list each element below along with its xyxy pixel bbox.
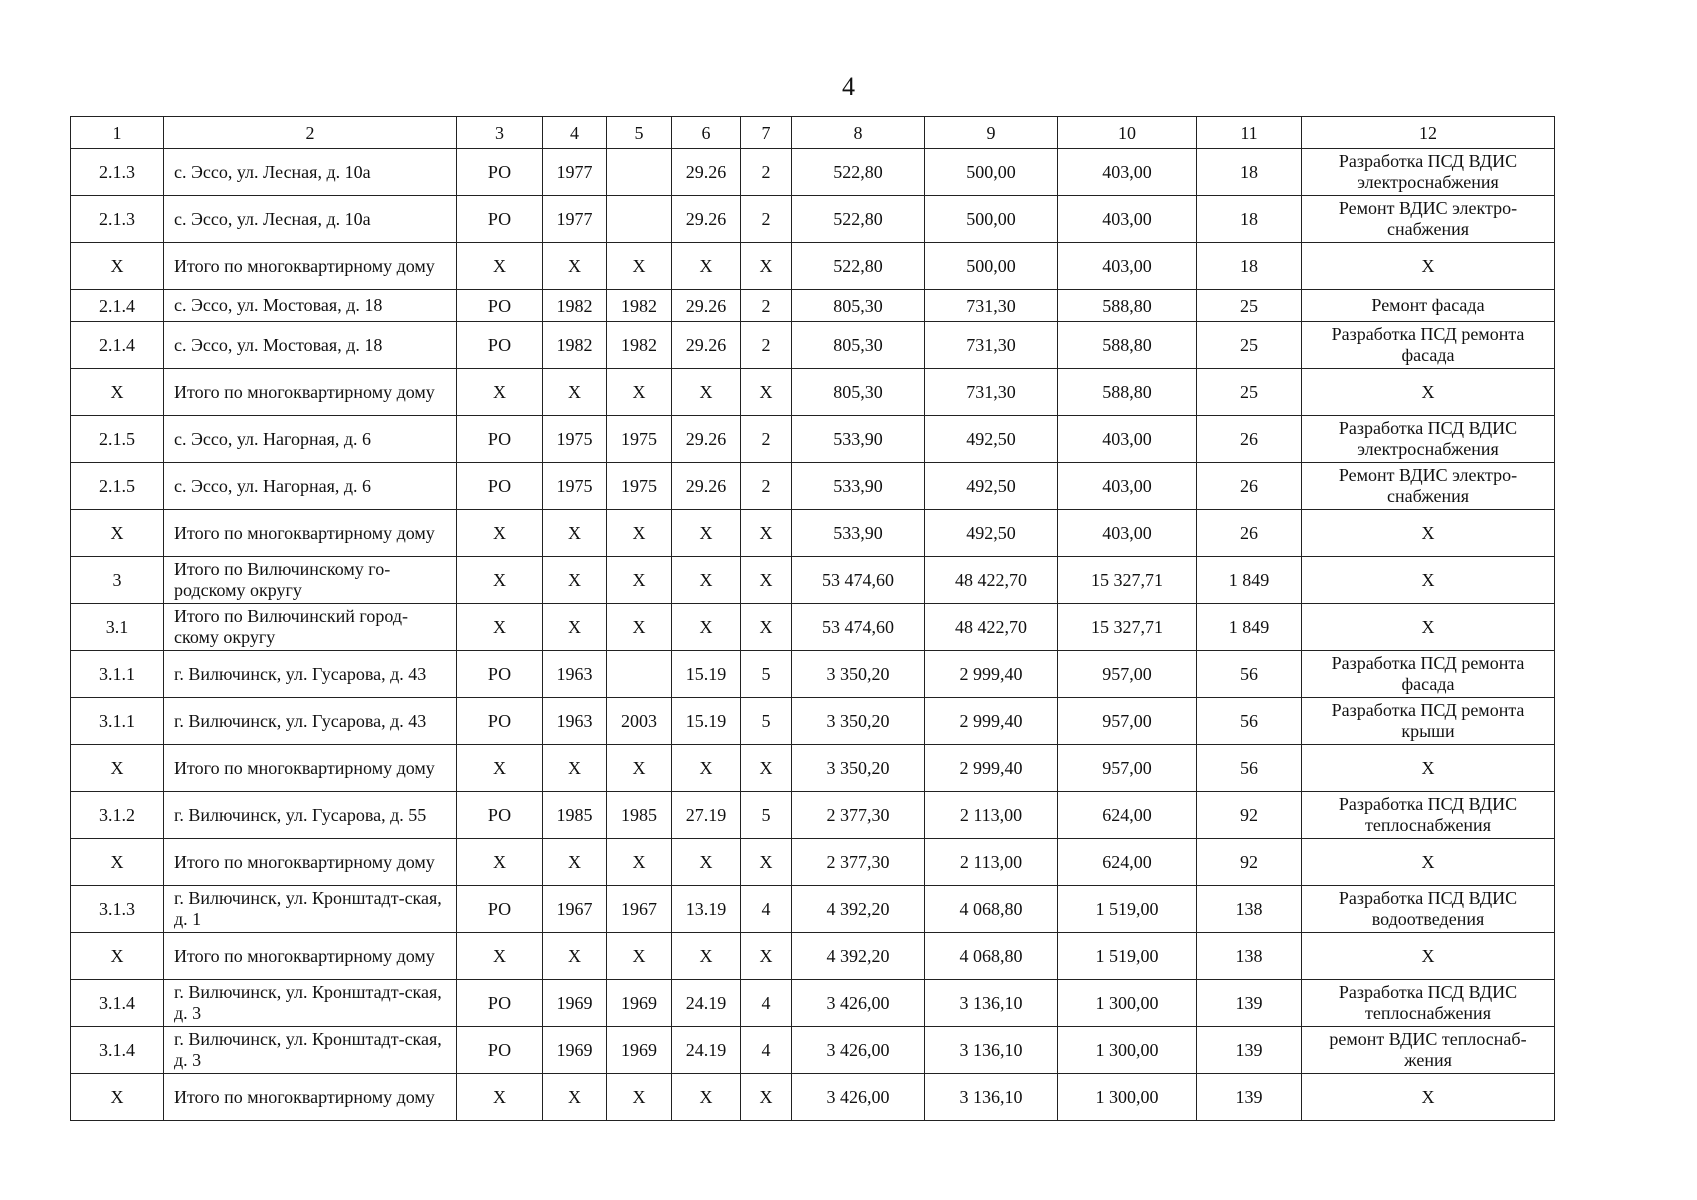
owner-type-cell: РО: [457, 980, 543, 1027]
living-area-cell: 731,30: [925, 290, 1058, 322]
wall-type-cell: 29.26: [672, 290, 741, 322]
nonliving-area-cell: 15 327,71: [1058, 604, 1197, 651]
wall-type-cell: Х: [672, 745, 741, 792]
work-type-cell: Х: [1302, 1074, 1555, 1121]
table-row: [71, 792, 1555, 839]
address-cell: Итого по многоквартирному дому: [164, 510, 457, 557]
work-type-cell: Разработка ПСД ремонта фасада: [1302, 651, 1555, 698]
residents-cell: 138: [1197, 933, 1302, 980]
work-type-cell: ремонт ВДИС теплоснаб-жения: [1302, 1027, 1555, 1074]
wall-type-cell: Х: [672, 369, 741, 416]
work-type-cell: Ремонт ВДИС электро-снабжения: [1302, 463, 1555, 510]
floors-cell: 5: [741, 651, 792, 698]
column-header: 5: [607, 117, 672, 149]
nonliving-area-cell: 403,00: [1058, 243, 1197, 290]
living-area-cell: 731,30: [925, 369, 1058, 416]
table-row: [71, 416, 1555, 463]
floors-cell: 2: [741, 463, 792, 510]
row-number-cell: 3.1.3: [71, 886, 164, 933]
work-type-cell: Х: [1302, 604, 1555, 651]
floors-cell: Х: [741, 1074, 792, 1121]
table-row: [71, 651, 1555, 698]
living-area-cell: 4 068,80: [925, 886, 1058, 933]
total-area-cell: 4 392,20: [792, 933, 925, 980]
living-area-cell: 2 999,40: [925, 698, 1058, 745]
living-area-cell: 500,00: [925, 196, 1058, 243]
owner-type-cell: РО: [457, 1027, 543, 1074]
work-type-cell: Х: [1302, 510, 1555, 557]
total-area-cell: 53 474,60: [792, 557, 925, 604]
row-number-cell: 3.1.1: [71, 651, 164, 698]
build-year-cell: Х: [543, 839, 607, 886]
floors-cell: Х: [741, 243, 792, 290]
build-year-cell: 1982: [543, 322, 607, 369]
table-row: [71, 369, 1555, 416]
repair-year-cell: 1975: [607, 463, 672, 510]
work-type-cell: Х: [1302, 243, 1555, 290]
living-area-cell: 500,00: [925, 243, 1058, 290]
table-row: [71, 886, 1555, 933]
floors-cell: Х: [741, 745, 792, 792]
address-cell: Итого по многоквартирному дому: [164, 933, 457, 980]
total-area-cell: 3 350,20: [792, 698, 925, 745]
owner-type-cell: Х: [457, 369, 543, 416]
build-year-cell: Х: [543, 604, 607, 651]
nonliving-area-cell: 403,00: [1058, 149, 1197, 196]
repair-year-cell: 1982: [607, 290, 672, 322]
row-number-cell: 3.1.2: [71, 792, 164, 839]
wall-type-cell: 27.19: [672, 792, 741, 839]
floors-cell: Х: [741, 839, 792, 886]
owner-type-cell: РО: [457, 290, 543, 322]
residents-cell: 56: [1197, 651, 1302, 698]
residents-cell: 25: [1197, 290, 1302, 322]
repair-year-cell: Х: [607, 1074, 672, 1121]
living-area-cell: 492,50: [925, 510, 1058, 557]
repair-year-cell: 1975: [607, 416, 672, 463]
total-area-cell: 2 377,30: [792, 792, 925, 839]
total-area-cell: 522,80: [792, 196, 925, 243]
living-area-cell: 500,00: [925, 149, 1058, 196]
owner-type-cell: РО: [457, 698, 543, 745]
table-row: [71, 933, 1555, 980]
nonliving-area-cell: 957,00: [1058, 698, 1197, 745]
total-area-cell: 805,30: [792, 290, 925, 322]
floors-cell: 4: [741, 980, 792, 1027]
residents-cell: 18: [1197, 196, 1302, 243]
owner-type-cell: РО: [457, 149, 543, 196]
row-number-cell: 3: [71, 557, 164, 604]
column-header: 10: [1058, 117, 1197, 149]
floors-cell: Х: [741, 933, 792, 980]
residents-cell: 92: [1197, 839, 1302, 886]
owner-type-cell: РО: [457, 322, 543, 369]
owner-type-cell: Х: [457, 604, 543, 651]
owner-type-cell: Х: [457, 933, 543, 980]
nonliving-area-cell: 1 300,00: [1058, 1074, 1197, 1121]
table-row: [71, 510, 1555, 557]
column-header: 9: [925, 117, 1058, 149]
nonliving-area-cell: 588,80: [1058, 322, 1197, 369]
address-cell: Итого по многоквартирному дому: [164, 745, 457, 792]
address-cell: г. Вилючинск, ул. Кронштадт-ская, д. 1: [164, 886, 457, 933]
floors-cell: 5: [741, 698, 792, 745]
column-header: 12: [1302, 117, 1555, 149]
residents-cell: 139: [1197, 980, 1302, 1027]
column-header: 7: [741, 117, 792, 149]
residents-cell: 18: [1197, 149, 1302, 196]
floors-cell: Х: [741, 510, 792, 557]
wall-type-cell: 24.19: [672, 980, 741, 1027]
floors-cell: 2: [741, 322, 792, 369]
repair-year-cell: [607, 651, 672, 698]
address-cell: с. Эссо, ул. Лесная, д. 10а: [164, 149, 457, 196]
row-number-cell: 3.1: [71, 604, 164, 651]
owner-type-cell: Х: [457, 1074, 543, 1121]
repair-year-cell: 1969: [607, 980, 672, 1027]
residents-cell: 26: [1197, 463, 1302, 510]
work-type-cell: Разработка ПСД ВДИС электроснабжения: [1302, 416, 1555, 463]
address-cell: с. Эссо, ул. Мостовая, д. 18: [164, 322, 457, 369]
build-year-cell: Х: [543, 243, 607, 290]
floors-cell: 2: [741, 416, 792, 463]
nonliving-area-cell: 403,00: [1058, 463, 1197, 510]
floors-cell: 2: [741, 149, 792, 196]
build-year-cell: Х: [543, 510, 607, 557]
table-row: [71, 557, 1555, 604]
owner-type-cell: РО: [457, 792, 543, 839]
build-year-cell: Х: [543, 1074, 607, 1121]
table-row: [71, 839, 1555, 886]
work-type-cell: Разработка ПСД ремонта фасада: [1302, 322, 1555, 369]
owner-type-cell: Х: [457, 243, 543, 290]
page-number: 4: [842, 72, 855, 101]
living-area-cell: 731,30: [925, 322, 1058, 369]
wall-type-cell: Х: [672, 557, 741, 604]
work-type-cell: Ремонт фасада: [1302, 290, 1555, 322]
total-area-cell: 3 426,00: [792, 980, 925, 1027]
build-year-cell: 1975: [543, 416, 607, 463]
repair-year-cell: 1985: [607, 792, 672, 839]
address-cell: г. Вилючинск, ул. Кронштадт-ская, д. 3: [164, 1027, 457, 1074]
table-row: [71, 290, 1555, 322]
row-number-cell: 2.1.3: [71, 149, 164, 196]
row-number-cell: Х: [71, 243, 164, 290]
nonliving-area-cell: 588,80: [1058, 290, 1197, 322]
nonliving-area-cell: 588,80: [1058, 369, 1197, 416]
row-number-cell: 2.1.4: [71, 322, 164, 369]
owner-type-cell: РО: [457, 416, 543, 463]
floors-cell: 2: [741, 196, 792, 243]
work-type-cell: Х: [1302, 369, 1555, 416]
repair-year-cell: Х: [607, 243, 672, 290]
residents-cell: 138: [1197, 886, 1302, 933]
living-area-cell: 3 136,10: [925, 1027, 1058, 1074]
table-row: [71, 698, 1555, 745]
address-cell: с. Эссо, ул. Нагорная, д. 6: [164, 463, 457, 510]
wall-type-cell: Х: [672, 1074, 741, 1121]
wall-type-cell: 29.26: [672, 463, 741, 510]
floors-cell: Х: [741, 604, 792, 651]
nonliving-area-cell: 624,00: [1058, 839, 1197, 886]
nonliving-area-cell: 15 327,71: [1058, 557, 1197, 604]
total-area-cell: 522,80: [792, 149, 925, 196]
total-area-cell: 533,90: [792, 416, 925, 463]
column-header: 3: [457, 117, 543, 149]
repair-year-cell: 1982: [607, 322, 672, 369]
wall-type-cell: 29.26: [672, 416, 741, 463]
build-year-cell: Х: [543, 369, 607, 416]
wall-type-cell: Х: [672, 933, 741, 980]
table-row: [71, 745, 1555, 792]
repair-year-cell: 1969: [607, 1027, 672, 1074]
wall-type-cell: Х: [672, 604, 741, 651]
floors-cell: Х: [741, 557, 792, 604]
table-row: [71, 1074, 1555, 1121]
residents-cell: 1 849: [1197, 557, 1302, 604]
wall-type-cell: 29.26: [672, 322, 741, 369]
owner-type-cell: РО: [457, 651, 543, 698]
build-year-cell: 1969: [543, 1027, 607, 1074]
owner-type-cell: РО: [457, 463, 543, 510]
address-cell: с. Эссо, ул. Лесная, д. 10а: [164, 196, 457, 243]
living-area-cell: 492,50: [925, 463, 1058, 510]
total-area-cell: 3 426,00: [792, 1074, 925, 1121]
total-area-cell: 522,80: [792, 243, 925, 290]
repair-year-cell: Х: [607, 369, 672, 416]
repair-year-cell: Х: [607, 745, 672, 792]
build-year-cell: Х: [543, 745, 607, 792]
work-type-cell: Ремонт ВДИС электро-снабжения: [1302, 196, 1555, 243]
address-cell: Итого по многоквартирному дому: [164, 243, 457, 290]
owner-type-cell: РО: [457, 196, 543, 243]
nonliving-area-cell: 1 300,00: [1058, 1027, 1197, 1074]
living-area-cell: 3 136,10: [925, 1074, 1058, 1121]
row-number-cell: 2.1.5: [71, 463, 164, 510]
table-row: [71, 243, 1555, 290]
nonliving-area-cell: 1 300,00: [1058, 980, 1197, 1027]
row-number-cell: 2.1.4: [71, 290, 164, 322]
residents-cell: 56: [1197, 698, 1302, 745]
total-area-cell: 4 392,20: [792, 886, 925, 933]
repair-year-cell: Х: [607, 933, 672, 980]
residents-cell: 26: [1197, 416, 1302, 463]
work-type-cell: Разработка ПСД ремонта крыши: [1302, 698, 1555, 745]
address-cell: с. Эссо, ул. Мостовая, д. 18: [164, 290, 457, 322]
build-year-cell: 1963: [543, 651, 607, 698]
build-year-cell: 1977: [543, 149, 607, 196]
living-area-cell: 48 422,70: [925, 557, 1058, 604]
total-area-cell: 805,30: [792, 322, 925, 369]
nonliving-area-cell: 403,00: [1058, 196, 1197, 243]
total-area-cell: 805,30: [792, 369, 925, 416]
wall-type-cell: 15.19: [672, 651, 741, 698]
residents-cell: 139: [1197, 1027, 1302, 1074]
address-cell: Итого по многоквартирному дому: [164, 839, 457, 886]
residents-cell: 56: [1197, 745, 1302, 792]
work-type-cell: Разработка ПСД ВДИС теплоснабжения: [1302, 792, 1555, 839]
repair-year-cell: Х: [607, 510, 672, 557]
living-area-cell: 4 068,80: [925, 933, 1058, 980]
wall-type-cell: Х: [672, 510, 741, 557]
floors-cell: 4: [741, 886, 792, 933]
living-area-cell: 2 113,00: [925, 792, 1058, 839]
residents-cell: 25: [1197, 369, 1302, 416]
work-type-cell: Разработка ПСД ВДИС электроснабжения: [1302, 149, 1555, 196]
wall-type-cell: 24.19: [672, 1027, 741, 1074]
row-number-cell: Х: [71, 369, 164, 416]
build-year-cell: Х: [543, 557, 607, 604]
address-cell: Итого по Вилючинскому го-родскому округу: [164, 557, 457, 604]
owner-type-cell: Х: [457, 557, 543, 604]
build-year-cell: 1977: [543, 196, 607, 243]
build-year-cell: 1969: [543, 980, 607, 1027]
work-type-cell: Х: [1302, 839, 1555, 886]
nonliving-area-cell: 957,00: [1058, 745, 1197, 792]
address-cell: Итого по многоквартирному дому: [164, 369, 457, 416]
table-row: [71, 1027, 1555, 1074]
owner-type-cell: РО: [457, 886, 543, 933]
repair-year-cell: Х: [607, 839, 672, 886]
nonliving-area-cell: 403,00: [1058, 510, 1197, 557]
floors-cell: 4: [741, 1027, 792, 1074]
repair-year-cell: [607, 149, 672, 196]
living-area-cell: 2 999,40: [925, 651, 1058, 698]
table-row: [71, 463, 1555, 510]
column-header: 6: [672, 117, 741, 149]
owner-type-cell: Х: [457, 745, 543, 792]
living-area-cell: 2 113,00: [925, 839, 1058, 886]
row-number-cell: 3.1.4: [71, 1027, 164, 1074]
address-cell: г. Вилючинск, ул. Гусарова, д. 43: [164, 698, 457, 745]
build-year-cell: 1967: [543, 886, 607, 933]
row-number-cell: 2.1.3: [71, 196, 164, 243]
column-number-row: [71, 117, 1555, 149]
table-body: [71, 117, 1555, 1121]
living-area-cell: 48 422,70: [925, 604, 1058, 651]
living-area-cell: 2 999,40: [925, 745, 1058, 792]
column-header: 4: [543, 117, 607, 149]
nonliving-area-cell: 1 519,00: [1058, 933, 1197, 980]
build-year-cell: 1982: [543, 290, 607, 322]
repair-year-cell: [607, 196, 672, 243]
residents-cell: 18: [1197, 243, 1302, 290]
nonliving-area-cell: 1 519,00: [1058, 886, 1197, 933]
floors-cell: 5: [741, 792, 792, 839]
row-number-cell: Х: [71, 745, 164, 792]
row-number-cell: 3.1.4: [71, 980, 164, 1027]
work-type-cell: Х: [1302, 557, 1555, 604]
housing-program-table: [70, 116, 1555, 1121]
table-row: [71, 604, 1555, 651]
total-area-cell: 533,90: [792, 510, 925, 557]
residents-cell: 92: [1197, 792, 1302, 839]
row-number-cell: Х: [71, 933, 164, 980]
wall-type-cell: 29.26: [672, 149, 741, 196]
total-area-cell: 53 474,60: [792, 604, 925, 651]
row-number-cell: Х: [71, 510, 164, 557]
column-header: 8: [792, 117, 925, 149]
table-row: [71, 980, 1555, 1027]
work-type-cell: Разработка ПСД ВДИС теплоснабжения: [1302, 980, 1555, 1027]
nonliving-area-cell: 624,00: [1058, 792, 1197, 839]
residents-cell: 1 849: [1197, 604, 1302, 651]
living-area-cell: 3 136,10: [925, 980, 1058, 1027]
wall-type-cell: 29.26: [672, 196, 741, 243]
floors-cell: Х: [741, 369, 792, 416]
row-number-cell: Х: [71, 1074, 164, 1121]
wall-type-cell: Х: [672, 243, 741, 290]
wall-type-cell: 13.19: [672, 886, 741, 933]
table-row: [71, 322, 1555, 369]
address-cell: с. Эссо, ул. Нагорная, д. 6: [164, 416, 457, 463]
wall-type-cell: 15.19: [672, 698, 741, 745]
work-type-cell: Разработка ПСД ВДИС водоотведения: [1302, 886, 1555, 933]
repair-year-cell: Х: [607, 604, 672, 651]
total-area-cell: 3 426,00: [792, 1027, 925, 1074]
repair-year-cell: 1967: [607, 886, 672, 933]
build-year-cell: 1985: [543, 792, 607, 839]
column-header: 1: [71, 117, 164, 149]
address-cell: Итого по Вилючинский город-скому округу: [164, 604, 457, 651]
table-row: [71, 196, 1555, 243]
table-row: [71, 149, 1555, 196]
work-type-cell: Х: [1302, 745, 1555, 792]
work-type-cell: Х: [1302, 933, 1555, 980]
nonliving-area-cell: 403,00: [1058, 416, 1197, 463]
address-cell: г. Вилючинск, ул. Кронштадт-ская, д. 3: [164, 980, 457, 1027]
residents-cell: 25: [1197, 322, 1302, 369]
build-year-cell: Х: [543, 933, 607, 980]
address-cell: Итого по многоквартирному дому: [164, 1074, 457, 1121]
repair-year-cell: 2003: [607, 698, 672, 745]
column-header: 11: [1197, 117, 1302, 149]
address-cell: г. Вилючинск, ул. Гусарова, д. 43: [164, 651, 457, 698]
row-number-cell: Х: [71, 839, 164, 886]
total-area-cell: 3 350,20: [792, 745, 925, 792]
build-year-cell: 1975: [543, 463, 607, 510]
row-number-cell: 3.1.1: [71, 698, 164, 745]
owner-type-cell: Х: [457, 510, 543, 557]
build-year-cell: 1963: [543, 698, 607, 745]
wall-type-cell: Х: [672, 839, 741, 886]
residents-cell: 139: [1197, 1074, 1302, 1121]
owner-type-cell: Х: [457, 839, 543, 886]
column-header: 2: [164, 117, 457, 149]
address-cell: г. Вилючинск, ул. Гусарова, д. 55: [164, 792, 457, 839]
nonliving-area-cell: 957,00: [1058, 651, 1197, 698]
living-area-cell: 492,50: [925, 416, 1058, 463]
row-number-cell: 2.1.5: [71, 416, 164, 463]
total-area-cell: 2 377,30: [792, 839, 925, 886]
total-area-cell: 533,90: [792, 463, 925, 510]
floors-cell: 2: [741, 290, 792, 322]
residents-cell: 26: [1197, 510, 1302, 557]
repair-year-cell: Х: [607, 557, 672, 604]
total-area-cell: 3 350,20: [792, 651, 925, 698]
